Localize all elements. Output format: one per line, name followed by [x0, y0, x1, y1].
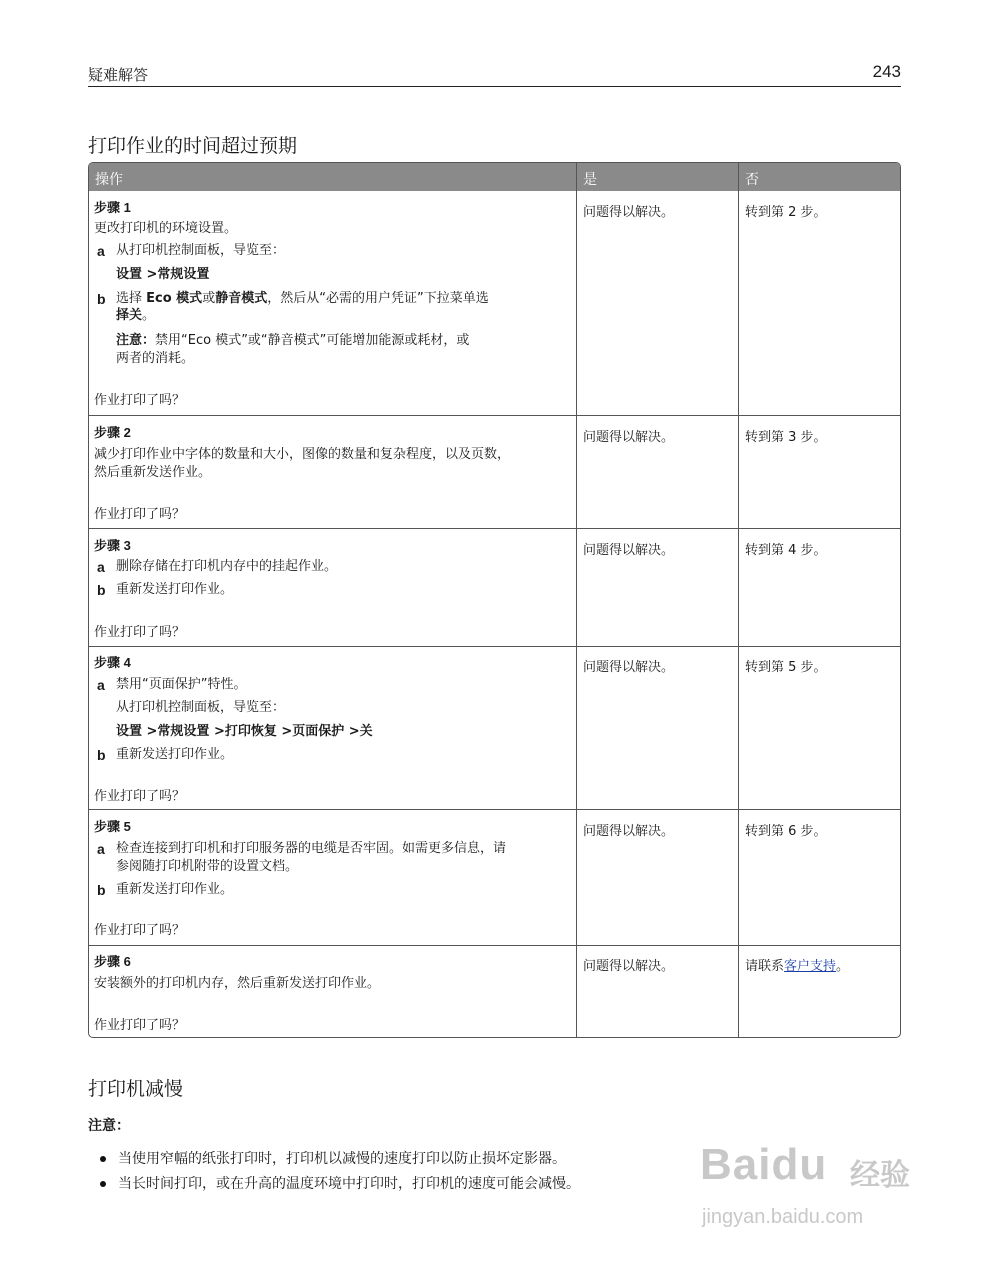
step-description: 安装额外的打印机内存，然后重新发送打印作业。 — [94, 976, 381, 991]
step-title: 步骤 3 — [94, 538, 131, 553]
yes-cell: 问题得以解决。 — [583, 205, 675, 220]
watermark-url: jingyan.baidu.com — [702, 1206, 864, 1228]
no-cell: 转到第 6 步。 — [745, 824, 827, 839]
step-a: 删除存储在打印机内存中的挂起作业。 — [116, 559, 338, 574]
page-number: 243 — [872, 62, 901, 81]
note-cont: 两者的消耗。 — [116, 351, 195, 366]
step-title: 步骤 5 — [94, 819, 131, 834]
table-row: 步骤 1 更改打印机的环境设置。 a 从打印机控制面板，导览至： 设置 >常规设置 b 选择 Eco 模式或静音模式，然后从“必需的用户凭证”下拉菜单选 择关。 注意：禁用“Eco 模式”或“静音模式”可能增加能源或耗材，或 两者的消耗。 作业打印了吗？ — [94, 200, 489, 408]
yes-cell: 问题得以解决。 — [583, 824, 675, 839]
watermark-logo: Baidu — [700, 1140, 828, 1189]
row-divider — [89, 528, 900, 529]
step-b-cont: 择关。 — [116, 308, 156, 323]
troubleshooting-table — [88, 162, 901, 1038]
column-divider — [576, 163, 577, 1037]
step-a-cont: 参阅随打印机附带的设置文档。 — [116, 859, 299, 874]
row-divider — [89, 646, 900, 647]
step-description: 更改打印机的环境设置。 — [94, 221, 238, 236]
step-b: 重新发送打印作业。 — [116, 882, 234, 897]
step-a: 禁用“页面保护”特性。 — [116, 677, 247, 692]
no-cell: 转到第 2 步。 — [745, 205, 827, 220]
step-title: 步骤 4 — [94, 655, 131, 670]
table-row: 步骤 4 a 禁用“页面保护”特性。 从打印机控制面板，导览至： 设置 >常规设置 >打印恢复 >页面保护 >关 b 重新发送打印作业。 作业打印了吗？ — [94, 655, 373, 804]
watermark — [700, 1130, 940, 1250]
bullet-icon — [100, 1181, 106, 1187]
step-b: 选择 Eco 模式或静音模式，然后从“必需的用户凭证”下拉菜单选 — [116, 291, 489, 306]
table-row: 步骤 3 a 删除存储在打印机内存中的挂起作业。 b 重新发送打印作业。 作业打印了吗？ — [94, 538, 338, 640]
col-no: 否 — [745, 172, 759, 188]
question: 作业打印了吗？ — [94, 789, 186, 804]
col-yes: 是 — [583, 172, 597, 188]
list-item: 当长时间打印，或在升高的温度环境中打印时，打印机的速度可能会减慢。 — [100, 1173, 580, 1193]
watermark-text: 经验 — [850, 1158, 910, 1193]
question: 作业打印了吗？ — [94, 393, 186, 408]
step-title: 步骤 2 — [94, 425, 131, 440]
bullet-icon — [100, 1156, 106, 1162]
note-label: 注意： — [88, 1118, 130, 1134]
table-row — [94, 953, 574, 1033]
table-row — [94, 424, 574, 524]
yes-cell: 问题得以解决。 — [583, 660, 675, 675]
menu-path: 设置 >常规设置 >打印恢复 >页面保护 >关 — [116, 724, 373, 739]
yes-cell: 问题得以解决。 — [583, 430, 675, 445]
customer-support-link[interactable]: 客户支持 — [784, 959, 837, 974]
question: 作业打印了吗？ — [94, 625, 186, 640]
table-row: 步骤 5 a 检查连接到打印机和打印服务器的电缆是否牢固。如需更多信息，请 参阅随打印机附带的设置文档。 b 重新发送打印作业。 作业打印了吗？ — [94, 819, 507, 938]
step-a-cont: 从打印机控制面板，导览至： — [116, 700, 286, 715]
section-title: 打印机减慢 — [88, 1078, 184, 1100]
question: 作业打印了吗？ — [94, 1018, 186, 1033]
no-cell: 转到第 4 步。 — [745, 543, 827, 558]
column-divider — [738, 163, 739, 1037]
step-a: 检查连接到打印机和打印服务器的电缆是否牢固。如需更多信息，请 — [116, 841, 507, 856]
menu-path: 设置 >常规设置 — [116, 267, 210, 282]
yes-cell: 问题得以解决。 — [583, 543, 675, 558]
note: 注意：禁用“Eco 模式”或“静音模式”可能增加能源或耗材，或 — [116, 333, 470, 348]
no-cell: 请联系客户支持。 — [745, 959, 850, 974]
row-divider — [89, 809, 900, 810]
list-item: 当使用窄幅的纸张打印时，打印机以减慢的速度打印以防止损坏定影器。 — [100, 1148, 566, 1168]
row-divider — [89, 415, 900, 416]
yes-cell: 问题得以解决。 — [583, 959, 675, 974]
table-header — [89, 163, 900, 191]
page-header — [88, 62, 901, 87]
step-description: 减少打印作业中字体的数量和大小，图像的数量和复杂程度，以及页数， — [94, 447, 511, 462]
col-action: 操作 — [95, 172, 123, 188]
no-cell: 转到第 3 步。 — [745, 430, 827, 445]
section-name: 疑难解答 — [88, 66, 149, 84]
step-a: 从打印机控制面板，导览至： — [116, 243, 286, 258]
step-description-cont: 然后重新发送作业。 — [94, 465, 212, 480]
no-cell: 转到第 5 步。 — [745, 660, 827, 675]
question: 作业打印了吗？ — [94, 923, 186, 938]
step-b: 重新发送打印作业。 — [116, 747, 234, 762]
section-title: 打印作业的时间超过预期 — [88, 135, 298, 157]
step-title: 步骤 1 — [94, 200, 131, 215]
question: 作业打印了吗？ — [94, 507, 186, 522]
row-divider — [89, 945, 900, 946]
step-b: 重新发送打印作业。 — [116, 582, 234, 597]
step-title: 步骤 6 — [94, 954, 131, 969]
